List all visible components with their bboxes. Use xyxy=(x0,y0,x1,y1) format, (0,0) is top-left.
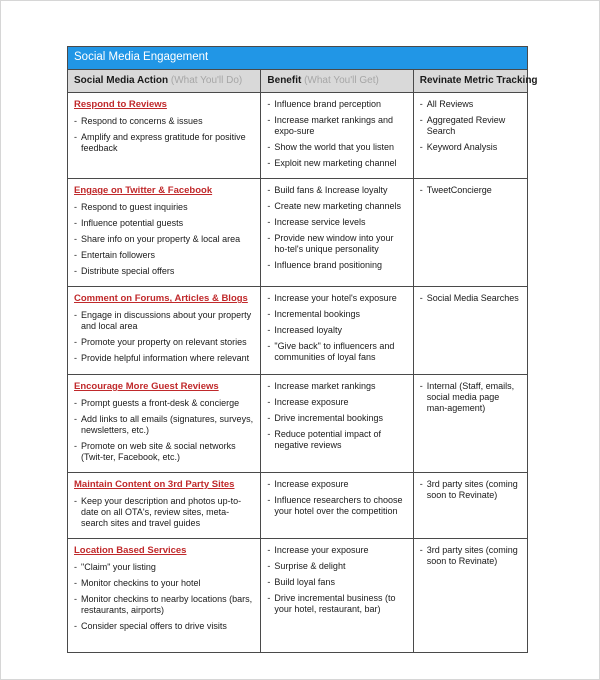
header-action-sub: (What You'll Do) xyxy=(170,75,243,86)
metric-cell xyxy=(413,93,527,179)
action-item: - Amplify and express gratitude for positive feedback xyxy=(74,132,255,154)
metric-item: - Keyword Analysis xyxy=(420,142,522,153)
benefit-item: - Influence brand positioning xyxy=(267,260,407,271)
table-body xyxy=(68,93,528,653)
benefit-item-list xyxy=(267,99,407,169)
benefit-item: - Exploit new marketing channel xyxy=(267,158,407,169)
metric-item-list xyxy=(420,479,522,501)
action-item: - Prompt guests a front-desk & concierge xyxy=(74,398,255,409)
section-title: Maintain Content on 3rd Party Sites xyxy=(74,479,235,490)
table-row xyxy=(68,93,528,179)
action-item-list xyxy=(74,116,255,154)
benefit-item: - Provide new window into your ho-tel's unique personality xyxy=(267,233,407,255)
action-item: - Promote your property on relevant stories xyxy=(74,337,255,348)
benefit-item: - Increase your exposure xyxy=(267,545,407,556)
action-item: - Influence potential guests xyxy=(74,218,255,229)
section-title: Respond to Reviews xyxy=(74,99,167,110)
metric-item: - Aggregated Review Search xyxy=(420,115,522,137)
action-item: - Monitor checkins to your hotel xyxy=(74,578,255,589)
table-row xyxy=(68,539,528,653)
header-benefit-sub: (What You'll Get) xyxy=(304,75,379,86)
benefit-item: - Increase market rankings xyxy=(267,381,407,392)
header-action-main: Social Media Action xyxy=(74,75,169,86)
benefit-cell xyxy=(261,287,413,375)
table-row xyxy=(68,287,528,375)
benefit-item: - Drive incremental business (to your hotel, restaurant, bar) xyxy=(267,593,407,615)
metric-item: - Internal (Staff, emails, social media page man-agement) xyxy=(420,381,522,414)
action-cell xyxy=(68,375,261,473)
action-cell xyxy=(68,93,261,179)
benefit-item: - Increase service levels xyxy=(267,217,407,228)
action-item: - Promote on web site & social networks (Twit-ter, Facebook, etc.) xyxy=(74,441,255,463)
table-row xyxy=(68,473,528,539)
benefit-item: - Build fans & Increase loyalty xyxy=(267,185,407,196)
action-item: - Provide helpful information where relevant xyxy=(74,353,255,364)
metric-item-list xyxy=(420,545,522,567)
metric-item-list xyxy=(420,293,522,304)
benefit-item: - Increase market rankings and expo-sure xyxy=(267,115,407,137)
benefit-cell xyxy=(261,179,413,287)
table-row xyxy=(68,375,528,473)
metric-cell xyxy=(413,375,527,473)
section-title: Encourage More Guest Reviews xyxy=(74,381,219,392)
metric-cell xyxy=(413,473,527,539)
metric-item: - 3rd party sites (coming soon to Revinate) xyxy=(420,545,522,567)
action-item-list xyxy=(74,496,255,529)
action-item: - Keep your description and photos up-to-date on all OTA's, review sites, meta-search sites and travel guides xyxy=(74,496,255,529)
benefit-cell xyxy=(261,93,413,179)
benefit-item: - Drive incremental bookings xyxy=(267,413,407,424)
header-metric: Revinate Metric Tracking xyxy=(413,70,527,93)
benefit-item: - Show the world that you listen xyxy=(267,142,407,153)
action-item: - Respond to guest inquiries xyxy=(74,202,255,213)
action-cell xyxy=(68,473,261,539)
benefit-item-list xyxy=(267,381,407,451)
benefit-item: - Influence researchers to choose your hotel over the competition xyxy=(267,495,407,517)
metric-item: - All Reviews xyxy=(420,99,522,110)
benefit-item: - Influence brand perception xyxy=(267,99,407,110)
action-item: - "Claim" your listing xyxy=(74,562,255,573)
benefit-item-list xyxy=(267,479,407,517)
metric-item-list xyxy=(420,99,522,153)
header-benefit xyxy=(261,70,413,93)
benefit-item: - Build loyal fans xyxy=(267,577,407,588)
benefit-item: - Incremental bookings xyxy=(267,309,407,320)
metric-cell xyxy=(413,179,527,287)
action-item: - Consider special offers to drive visits xyxy=(74,621,255,632)
benefit-cell xyxy=(261,539,413,653)
header-benefit-main: Benefit xyxy=(267,75,302,86)
action-cell xyxy=(68,539,261,653)
action-item: - Entertain followers xyxy=(74,250,255,261)
benefit-item: - Increase your hotel's exposure xyxy=(267,293,407,304)
action-item: - Share info on your property & local area xyxy=(74,234,255,245)
header-action xyxy=(68,70,261,93)
metric-item: - TweetConcierge xyxy=(420,185,522,196)
benefit-item: - Surprise & delight xyxy=(267,561,407,572)
benefit-item-list xyxy=(267,185,407,271)
metric-item-list xyxy=(420,185,522,196)
benefit-item-list xyxy=(267,545,407,615)
section-title: Comment on Forums, Articles & Blogs xyxy=(74,293,248,304)
action-item: - Add links to all emails (signatures, surveys, newsletters, etc.) xyxy=(74,414,255,436)
action-item: - Engage in discussions about your property and local area xyxy=(74,310,255,332)
benefit-item: - "Give back" to influencers and communities of loyal fans xyxy=(267,341,407,363)
action-item: - Monitor checkins to nearby locations (bars, restaurants, airports) xyxy=(74,594,255,616)
benefit-item-list xyxy=(267,293,407,363)
benefit-cell xyxy=(261,375,413,473)
action-item-list xyxy=(74,310,255,364)
action-item: - Respond to concerns & issues xyxy=(74,116,255,127)
table-row xyxy=(68,179,528,287)
benefit-item: - Increased loyalty xyxy=(267,325,407,336)
benefit-cell xyxy=(261,473,413,539)
benefit-item: - Reduce potential impact of negative reviews xyxy=(267,429,407,451)
metric-cell xyxy=(413,287,527,375)
metric-item-list xyxy=(420,381,522,414)
benefit-item: - Increase exposure xyxy=(267,397,407,408)
action-item-list xyxy=(74,562,255,632)
section-title: Location Based Services xyxy=(74,545,187,556)
action-cell xyxy=(68,179,261,287)
action-item-list xyxy=(74,398,255,463)
action-item-list xyxy=(74,202,255,277)
social-media-engagement-table xyxy=(67,46,538,653)
action-item: - Distribute special offers xyxy=(74,266,255,277)
metric-cell xyxy=(413,539,527,653)
benefit-item: - Create new marketing channels xyxy=(267,201,407,212)
metric-item: - Social Media Searches xyxy=(420,293,522,304)
action-cell xyxy=(68,287,261,375)
table-title: Social Media Engagement xyxy=(68,47,528,70)
section-title: Engage on Twitter & Facebook xyxy=(74,185,213,196)
metric-item: - 3rd party sites (coming soon to Revinate) xyxy=(420,479,522,501)
benefit-item: - Increase exposure xyxy=(267,479,407,490)
